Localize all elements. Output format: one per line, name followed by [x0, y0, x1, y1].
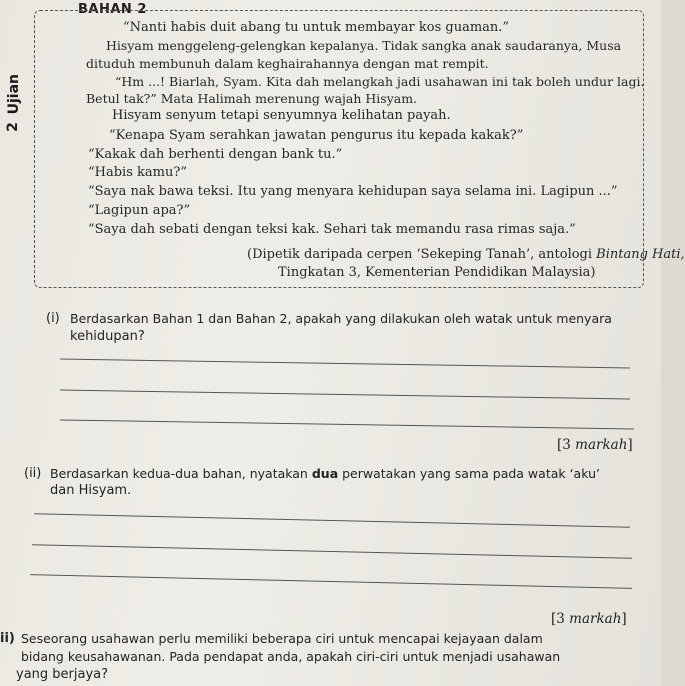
passage-line: “Nanti habis duit abang tu untuk membayar kos guaman.”: [123, 20, 510, 35]
passage-line: “Saya nak bawa teksi. Itu yang menyara kehidupan saya selama ini. Lagipun ...”: [88, 184, 618, 199]
question-2-text: Berdasarkan kedua-dua bahan, nyatakan dua perwatakan yang sama pada watak ‘aku’: [50, 466, 600, 481]
passage-line: Hisyam senyum tetapi senyumnya kelihatan payah.: [112, 108, 451, 123]
passage-line: “Lagipun apa?”: [88, 203, 191, 218]
question-1-text: kehidupan?: [70, 329, 145, 344]
edge-label: Ujian: [6, 74, 22, 115]
question-2-text: dan Hisyam.: [50, 483, 132, 498]
question-3-text: Seseorang usahawan perlu memiliki beberapa ciri untuk mencapai kejayaan dalam: [21, 631, 543, 646]
answer-line[interactable]: [60, 359, 630, 369]
answer-line[interactable]: [60, 419, 634, 429]
question-1-marks: [3 markah]: [557, 437, 633, 453]
passage-line: dituduh membunuh dalam keghairahannya dengan mat rempit.: [86, 56, 489, 71]
question-1-label: (i): [46, 311, 60, 326]
answer-line[interactable]: [34, 513, 630, 528]
question-3-text: bidang keusahawanan. Pada pendapat anda, apakah ciri-ciri untuk menjadi usahawan: [21, 649, 561, 664]
passage-line: “Kakak dah berhenti dengan bank tu.”: [88, 147, 343, 162]
answer-line[interactable]: [60, 390, 630, 400]
passage-line: Hisyam menggeleng-gelengkan kepalanya. Tidak sangka anak saudaranya, Musa: [106, 38, 622, 53]
passage-line: “Habis kamu?”: [88, 165, 187, 180]
question-2-label: (ii): [24, 466, 42, 481]
question-3-text: yang berjaya?: [16, 667, 109, 682]
question-3-label: ii): [0, 631, 15, 646]
passage-line: “Kenapa Syam serahkan jawatan pengurus itu kepada kakak?”: [109, 128, 524, 143]
edge-number: 2: [4, 122, 21, 132]
passage-line: “Saya dah sebati dengan teksi kak. Sehari tak memandu rasa rimas saja.”: [88, 222, 576, 237]
section-heading: BAHAN 2: [78, 2, 147, 17]
answer-line[interactable]: [32, 544, 632, 559]
passage-line: “Hm ...! Biarlah, Syam. Kita dah melangkah jadi usahawan ini tak boleh undur lagi.: [115, 74, 645, 89]
answer-line[interactable]: [30, 574, 632, 589]
question-2-marks: [3 markah]: [551, 611, 627, 627]
source-line: Tingkatan 3, Kementerian Pendidikan Malaysia): [278, 265, 596, 280]
question-1-text: Berdasarkan Bahan 1 dan Bahan 2, apakah yang dilakukan oleh watak untuk menyara: [70, 311, 612, 326]
source-line: (Dipetik daripada cerpen ‘Sekeping Tanah’, antologi Bintang Hati,: [247, 247, 685, 262]
passage-line: Betul tak?” Mata Halimah merenung wajah Hisyam.: [86, 91, 418, 106]
